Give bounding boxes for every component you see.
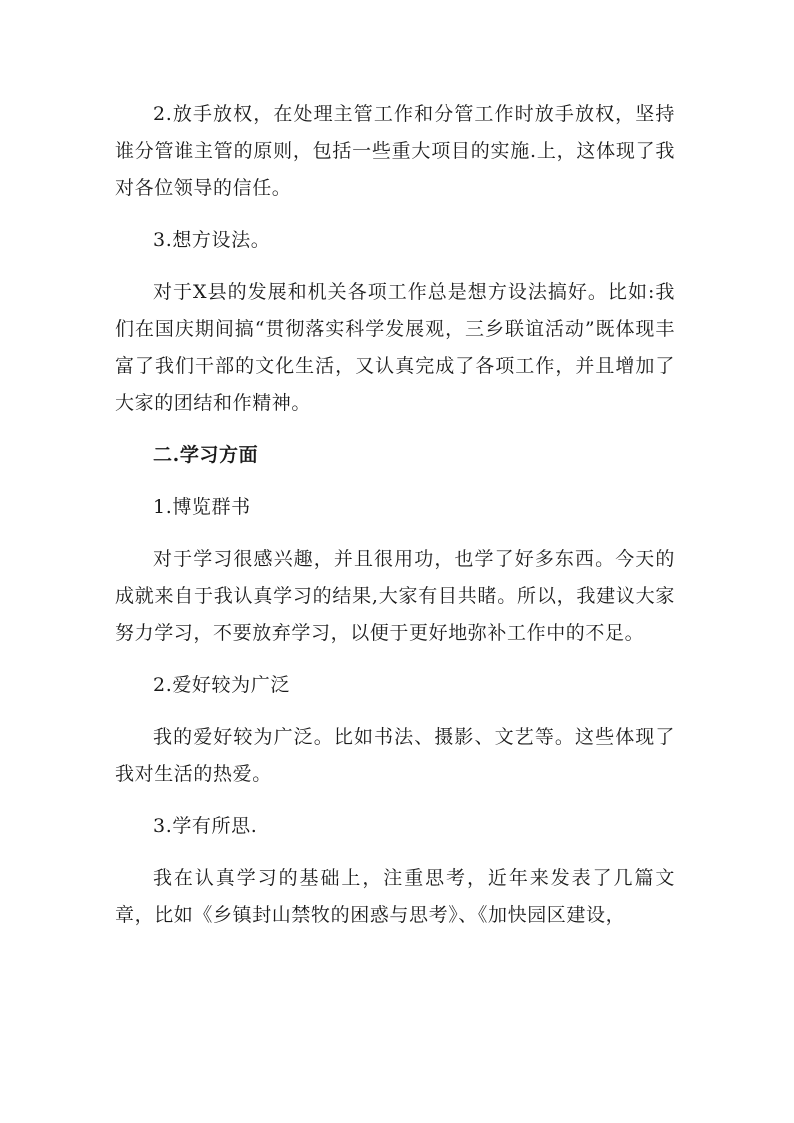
item-heading-find-ways: 3.想方设法。 bbox=[153, 229, 271, 251]
section-heading-study: 二.学习方面 bbox=[153, 444, 259, 466]
document-body bbox=[115, 96, 675, 949]
paragraph-delegation: 2.放手放权，在处理主管工作和分管工作时放手放权，坚持谁分管谁主管的原则，包括一些重大项目的实施.上，这体现了我对各位领导的信任。 bbox=[115, 103, 675, 199]
paragraph-reading: 对于学习很感兴趣，并且很用功，也学了好多东西。今天的成就来自于我认真学习的结果,大家有目共睹。所以，我建议大家努力学习，不要放弃学习，以便于更好地弥补工作中的不足。 bbox=[115, 548, 675, 644]
paragraph-hobbies: 我的爱好较为广泛。比如书法、摄影、文艺等。这些体现了我对生活的热爱。 bbox=[115, 726, 675, 785]
item-heading-reading: 1.博览群书 bbox=[153, 496, 251, 518]
item-heading-hobbies: 2.爱好较为广泛 bbox=[153, 674, 290, 696]
paragraph-find-ways: 对于X县的发展和机关各项工作总是想方设法搞好。比如:我们在国庆期间搞“贯彻落实科学发展观，三乡联谊活动”既体现丰富了我们干部的文化生活，又认真完成了各项工作，并且增加了大家的团结和作精神。 bbox=[115, 281, 675, 414]
item-heading-reflection: 3.学有所思. bbox=[153, 815, 258, 837]
paragraph-reflection: 我在认真学习的基础上，注重思考，近年来发表了几篇文章，比如《乡镇封山禁牧的困惑与思考》、《加快园区建设， bbox=[115, 867, 675, 926]
